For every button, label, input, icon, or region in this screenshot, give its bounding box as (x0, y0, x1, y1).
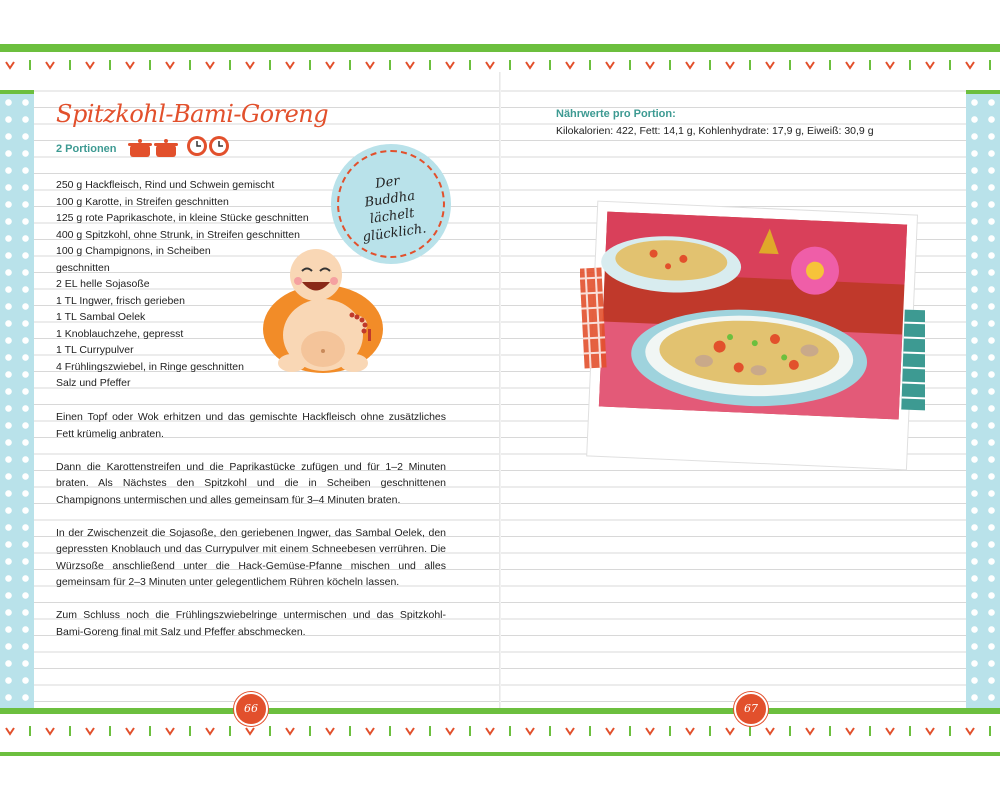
band-ornament (686, 62, 694, 68)
band-ornament (566, 62, 574, 68)
band-ornament (166, 728, 174, 734)
instruction-paragraph: Zum Schluss noch die Frühlingszwiebelringe untermischen und das Spitzkohl-Bami-Goreng final mit Salz und Pfeffer abschmecken. (56, 609, 446, 638)
band-ornament (6, 728, 14, 734)
ingredient-item: Salz und Pfeffer (56, 377, 131, 389)
band-ornament (286, 728, 294, 734)
band-ornament (806, 62, 814, 68)
band-ornament (86, 62, 94, 68)
ingredient-item: geschnitten (56, 261, 110, 274)
band-ornament (6, 62, 14, 68)
band-ornament (926, 62, 934, 68)
band-ornament (566, 728, 574, 734)
band-ornament (366, 728, 374, 734)
nutrition-label: Nährwerte pro Portion: (556, 108, 676, 120)
band-ornament (86, 728, 94, 734)
band-ornament (246, 728, 254, 734)
band-ornament (646, 62, 654, 68)
band-ornament (46, 62, 54, 68)
nutrition-values: Kilokalorien: 422, Fett: 14,1 g, Kohlenhydrate: 17,9 g, Eiweiß: 30,9 g (556, 125, 874, 137)
band-ornament (846, 728, 854, 734)
ingredient-item: 1 TL Sambal Oelek (56, 311, 146, 323)
left-dotted-border (0, 94, 34, 708)
bottom-decorative-band (0, 708, 1000, 756)
ingredient-item: 100 g Champignons, in Scheiben (56, 245, 211, 257)
band-ornament (486, 62, 494, 68)
band-ornament (966, 62, 974, 68)
bubble-line: lächelt (369, 205, 416, 227)
ingredient-item: 100 g Karotte, in Streifen geschnitten (56, 195, 229, 208)
bubble-line: Der Buddha (363, 173, 416, 211)
recipe-title: Spitzkohl-Bami-Goreng (56, 100, 329, 128)
bottom-band-pattern (0, 722, 1000, 742)
band-ornament (526, 728, 534, 734)
ingredient-item: 1 Knoblauchzehe, gepresst (56, 327, 184, 340)
page-gutter (499, 72, 501, 708)
ingredient-item: 2 EL helle Sojasoße (56, 278, 150, 290)
clock-icon (186, 134, 230, 158)
band-ornament (246, 62, 254, 68)
band-ornament (406, 728, 414, 734)
band-ornament (686, 728, 694, 734)
cooking-pot-icon (128, 136, 180, 160)
band-ornament (326, 728, 334, 734)
bubble-text (349, 169, 434, 247)
band-ornament (326, 62, 334, 68)
instruction-paragraph: Einen Topf oder Wok erhitzen und das gemischte Hackfleisch ohne zusätzliches Fett krümelig anbraten. (56, 411, 446, 440)
band-ornament (446, 62, 454, 68)
portions-label: 2 Portionen (56, 143, 117, 155)
band-ornament (806, 728, 814, 734)
band-ornament (286, 62, 294, 68)
band-ornament (766, 62, 774, 68)
band-ornament (206, 728, 214, 734)
ingredient-item: 1 TL Currypulver (56, 344, 134, 356)
ingredient-item: 125 g rote Paprikaschote, in kleine Stücke geschnitten (56, 212, 309, 224)
band-ornament (526, 62, 534, 68)
band-ornament (766, 728, 774, 734)
band-ornament (446, 728, 454, 734)
laughing-buddha-illustration (258, 245, 388, 385)
band-ornament (366, 62, 374, 68)
bubble-line: glücklich. (361, 221, 428, 246)
band-ornament (966, 728, 974, 734)
recipe-photo (580, 198, 925, 478)
band-ornament (926, 728, 934, 734)
band-ornament (406, 62, 414, 68)
page-number-right: 67 (734, 692, 768, 726)
ingredient-item: 4 Frühlingszwiebel, in Ringe geschnitten (56, 360, 244, 373)
ingredient-item: 400 g Spitzkohl, ohne Strunk, in Streifen geschnitten (56, 228, 300, 241)
band-ornament (846, 62, 854, 68)
instruction-paragraph: Dann die Karottenstreifen und die Paprikastücke zufügen und für 1–2 Minuten braten. Als Nächstes den Spitzkohl und die in Scheiben geschnittenen Champignons untermischen und alles gemeinsam für 3–4 Minuten braten. (56, 460, 446, 506)
band-ornament (886, 728, 894, 734)
instructions (56, 409, 446, 657)
page-number-left: 66 (234, 692, 268, 726)
band-ornament (726, 728, 734, 734)
band-ornament (46, 728, 54, 734)
band-ornament (486, 728, 494, 734)
band-ornament (126, 728, 134, 734)
band-ornament (206, 62, 214, 68)
band-ornament (886, 62, 894, 68)
right-dotted-border (966, 94, 1000, 708)
ingredient-item: 1 TL Ingwer, frisch gerieben (56, 294, 185, 307)
ingredient-item: 250 g Hackfleisch, Rind und Schwein gemischt (56, 179, 275, 191)
band-ornament (126, 62, 134, 68)
band-ornament (646, 728, 654, 734)
band-ornament (726, 62, 734, 68)
band-ornament (166, 62, 174, 68)
instruction-paragraph: In der Zwischenzeit die Sojasoße, den geriebenen Ingwer, das Sambal Oelek, den gepressten Knoblauch und das Currypulver mit einem Schneebesen verrühren. Die Würzsoße anschließend unter die Hack-Gemüse-Pfanne mischen und alles gemeinsam für 2–3 Minuten unter gelegentlichem Rühren köcheln lassen. (56, 526, 446, 588)
band-ornament (606, 728, 614, 734)
band-ornament (606, 62, 614, 68)
